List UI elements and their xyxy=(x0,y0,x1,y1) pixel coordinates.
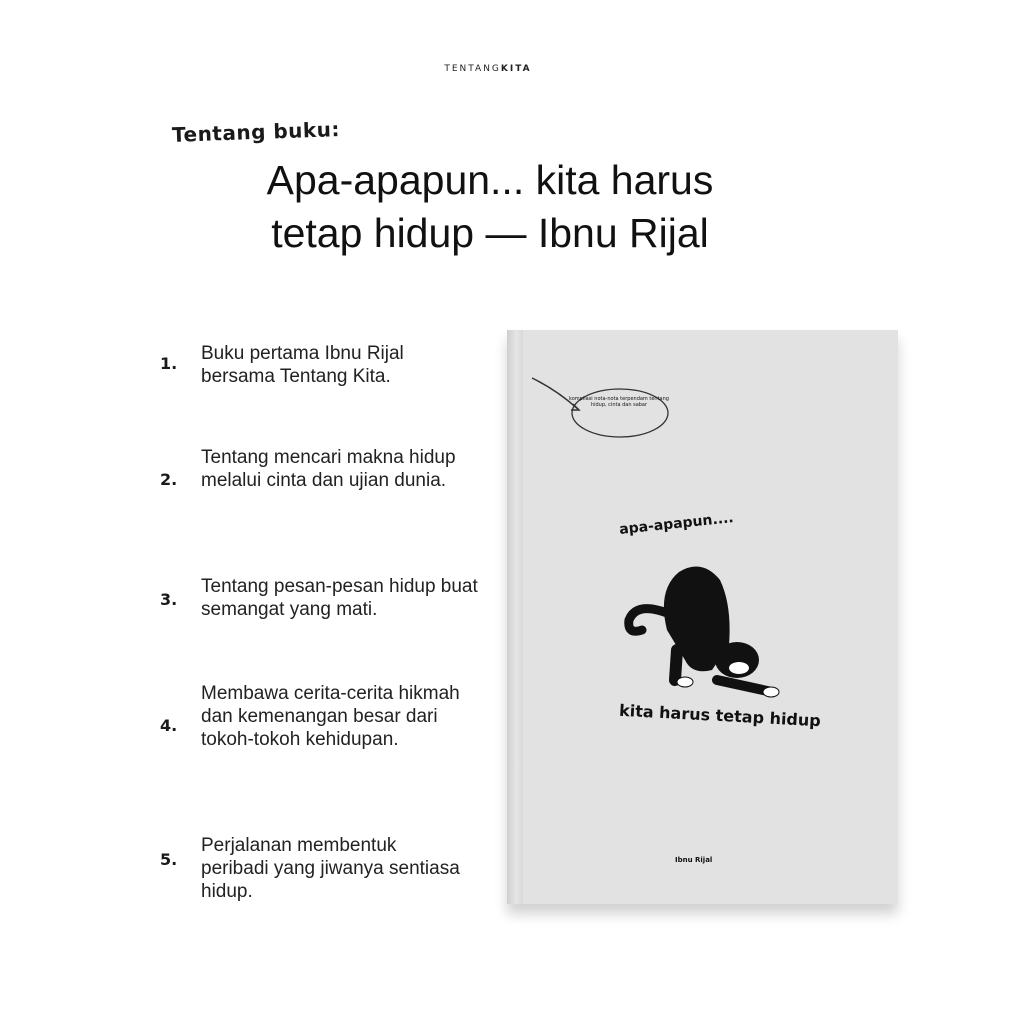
item-number: 1. xyxy=(160,354,178,373)
item-number: 2. xyxy=(160,470,178,489)
cover-author: Ibnu Rijal xyxy=(675,856,713,864)
title-line2: tetap hidup — Ibnu Rijal xyxy=(271,210,709,256)
cover-bottom-title: kita harus tetap hidup xyxy=(618,700,822,731)
brand-logo xyxy=(0,64,976,74)
item-text: Membawa cerita-cerita hikmah dan kemenangan besar dari tokoh-tokoh kehidupan. xyxy=(201,683,460,750)
cat-icon xyxy=(629,567,779,697)
item-text: Tentang mencari makna hidup melalui cinta dan ujian dunia. xyxy=(201,447,456,491)
bubble-text: kompilasi nota-nota terpendam tentang hidup, cinta dan sabar xyxy=(569,396,669,408)
cover-top-title: apa-apapun.... xyxy=(618,510,735,538)
item-text: Buku pertama Ibnu Rijal bersama Tentang Kita. xyxy=(201,343,404,387)
book-cover xyxy=(507,330,898,904)
item-number: 4. xyxy=(160,716,178,735)
cover-illustration xyxy=(507,330,898,904)
item-text: Perjalanan membentuk peribadi yang jiwanya sentiasa hidup. xyxy=(201,835,460,902)
title-line1: Apa-apapun... kita harus xyxy=(266,157,714,203)
brand-part1: TENTANG xyxy=(444,64,501,74)
brand-part2: KITA xyxy=(500,64,532,74)
item-number: 3. xyxy=(160,590,178,609)
section-label: Tentang buku: xyxy=(171,117,341,147)
page-title xyxy=(150,154,830,260)
item-number: 5. xyxy=(160,850,178,869)
item-text: Tentang pesan-pesan hidup buat semangat yang mati. xyxy=(201,576,478,620)
